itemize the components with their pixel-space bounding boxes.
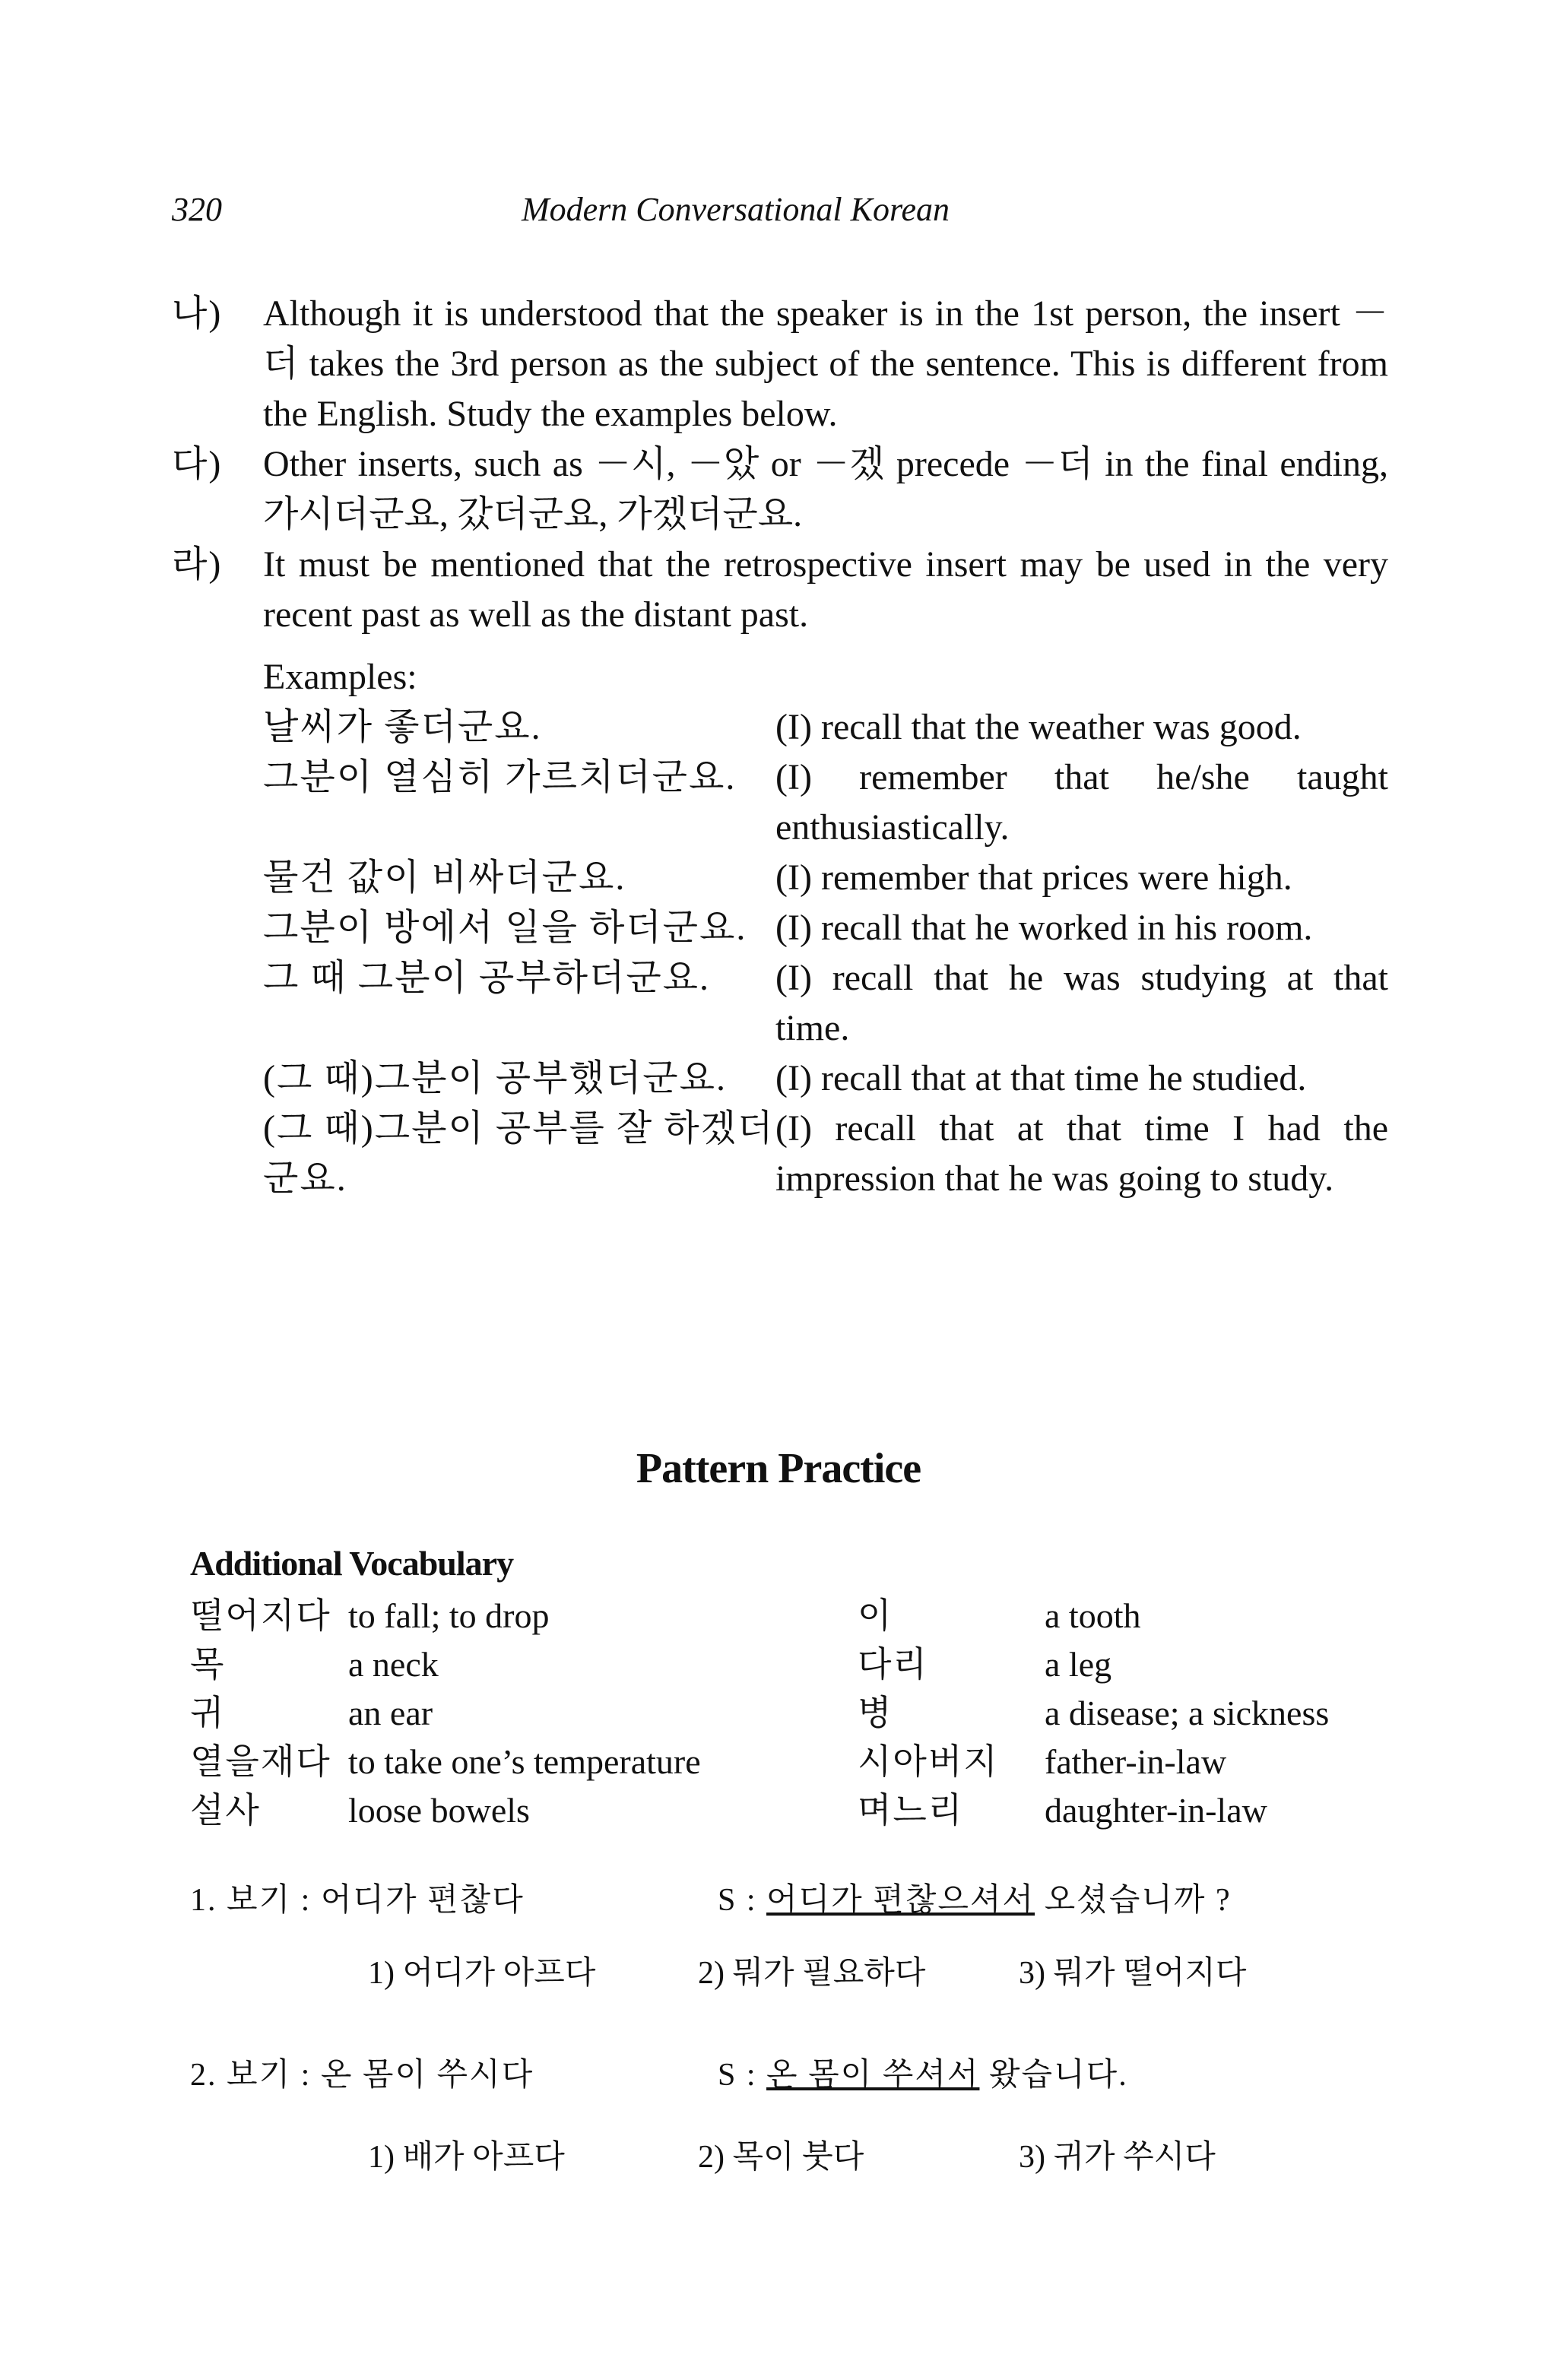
example-korean: 물건 값이 비싸더군요. [263,857,626,898]
vocab-english: daughter-in-law [1045,1791,1267,1830]
drill-2-response [718,2052,1128,2098]
drill-number: 1. [190,1883,217,1918]
drill-2-prompt [190,2052,534,2098]
example-english: (I) recall that the weather was good. [775,707,1302,747]
example-korean: 그 때 그분이 공부하더군요. [263,958,711,998]
response-rest: 오셨습니까 ? [1035,1883,1232,1918]
example-korean: 그분이 열심히 가르치더군요. [263,757,737,797]
vocab-english: a neck [348,1645,439,1684]
example-english: (I) recall that he worked in his room. [775,908,1313,948]
vocab-english: an ear [348,1694,433,1732]
drill-2-item: 1) 배가 아프다 [368,2140,565,2175]
response-rest: 왔습니다. [979,2058,1128,2093]
example-label: 보기 : [227,1883,312,1918]
vocab-korean: 열을재다 [190,1742,331,1781]
vocab-english: loose bowels [348,1791,530,1830]
page-number: 320 [172,191,222,228]
vocab-english: a tooth [1045,1596,1141,1635]
s-label: S : [718,2058,757,2093]
vocab-english: to take one’s temperature [348,1742,701,1781]
note-na [172,289,1388,439]
drill-2-item: 3) 귀가 쑤시다 [1019,2140,1216,2175]
example-english: (I) remember that he/she taught enthusiastically. [775,757,1388,848]
vocab-english: a leg [1045,1645,1112,1684]
example-english: (I) recall that at that time he studied. [775,1058,1307,1098]
example-row [263,853,1388,903]
section-title: Pattern Practice [636,1445,921,1492]
example-row [263,1104,1388,1204]
response-underlined: 어디가 편찮으셔서 [766,1883,1035,1918]
vocab-english: father-in-law [1045,1742,1227,1781]
vocab-row [190,1640,1376,1689]
example-row [263,753,1388,853]
note-ra [172,540,1388,640]
drill-number: 2. [190,2058,217,2093]
vocab-korean: 설사 [190,1791,261,1830]
example-korean: 날씨가 좋더군요. [263,707,542,747]
vocab-korean: 목 [190,1645,226,1684]
drill-1-item: 1) 어디가 아프다 [368,1956,596,1991]
vocab-english: to fall; to drop [348,1596,550,1635]
example-english: (I) recall that at that time I had the impression that he was going to study. [775,1108,1388,1199]
example-row [263,702,1388,753]
example-label: 보기 : [227,2058,312,2093]
response-underlined: 온 몸이 쑤셔서 [766,2058,980,2093]
running-title: Modern Conversational Korean [522,191,950,228]
examples-heading: Examples: [263,657,417,697]
drill-1-prompt [190,1878,525,1923]
examples-table [263,702,1388,1204]
example-row [263,903,1388,953]
vocab-korean: 이 [858,1596,893,1635]
drill-2-item: 2) 목이 붓다 [698,2140,864,2175]
vocab-english: a disease; a sickness [1045,1694,1330,1732]
vocab-table [190,1592,1376,1835]
vocab-korean: 병 [858,1694,893,1732]
vocab-korean: 며느리 [858,1791,964,1830]
note-text: It must be mentioned that the retrospective insert may be used in the very recent past as well as the distant past. [263,544,1388,635]
running-header [172,190,1388,236]
vocab-korean: 떨어지다 [190,1596,331,1635]
drill-example: 온 몸이 쑤시다 [320,2058,534,2093]
vocab-row [190,1786,1376,1835]
drill-example: 어디가 편찮다 [320,1883,525,1918]
drill-1-item: 3) 뭐가 떨어지다 [1019,1956,1247,1991]
example-korean: 그분이 방에서 일을 하더군요. [263,908,747,948]
vocab-korean: 다리 [858,1645,928,1684]
note-label: 다) [172,444,223,484]
s-label: S : [718,1883,757,1918]
example-english: (I) recall that he was studying at that time. [775,958,1388,1048]
example-korean: (그 때)그분이 공부를 잘 하겠더군요. [263,1108,775,1199]
example-korean: (그 때)그분이 공부했더군요. [263,1058,728,1098]
note-label: 라) [172,544,223,585]
note-text: Other inserts, such as －시, －았 or －겠 precede －더 in the final ending, 가시더군요, 갔더군요, 가겠더군요. [263,444,1388,534]
note-da [172,439,1388,540]
vocab-korean: 시아버지 [858,1742,999,1781]
vocab-row [190,1738,1376,1786]
example-row [263,953,1388,1054]
drill-1-item: 2) 뭐가 필요하다 [698,1956,926,1991]
drill-1-response [718,1878,1232,1923]
vocab-korean: 귀 [190,1694,226,1732]
vocab-row [190,1592,1376,1640]
vocab-heading: Additional Vocabulary [190,1544,514,1583]
example-english: (I) remember that prices were high. [775,857,1292,898]
example-row [263,1054,1388,1104]
note-label: 나) [172,293,223,334]
note-text: Although it is understood that the speaker is in the 1st person, the insert － 더 takes the 3rd person as the subject of the sentence. This is different from the English. Study the examples below. [263,293,1388,434]
vocab-row [190,1689,1376,1738]
